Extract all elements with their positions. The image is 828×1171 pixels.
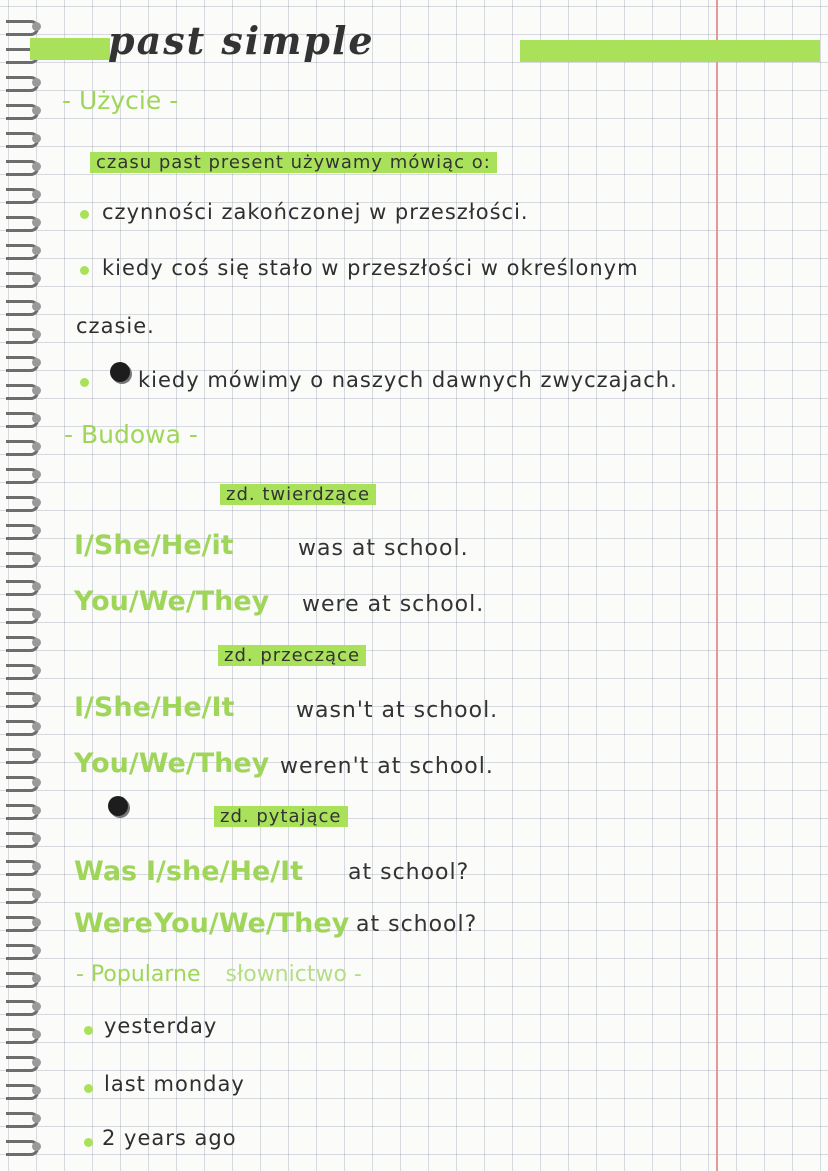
spiral-hole [32,106,41,115]
question-rest-2: at school? [356,912,478,937]
spiral-hole [32,750,41,759]
spiral-hole [32,246,41,255]
spiral-hole [32,974,41,983]
margin-line [716,0,718,1171]
spiral-hole [32,134,41,143]
spiral-binding [0,0,50,1171]
question-verb-2: Were [74,908,153,939]
spiral-hole [32,414,41,423]
spiral-hole [32,694,41,703]
spiral-hole [32,78,41,87]
spiral-hole [32,666,41,675]
bullet [80,266,89,275]
spiral-hole [32,22,41,31]
negative-heading: zd. przeczące [218,645,366,666]
bullet [80,210,89,219]
bullet [84,1026,93,1035]
spiral-hole [32,1030,41,1039]
title-highlight-right [520,40,820,62]
section-slownictwo: - Popularne słownictwo - [76,962,362,987]
spiral-hole [32,274,41,283]
vocab-item-2: last monday [104,1072,245,1096]
question-subject-2: You/We/They [154,908,350,939]
vocab-item-1: yesterday [104,1014,218,1038]
intro-text: czasu past present używamy mówiąc o: [90,152,497,173]
affirmative-subject-2: You/We/They [74,586,270,617]
hole-punch-mark [108,796,128,816]
section-uzycie: - Użycie - [62,86,179,115]
affirmative-subject-1: I/She/He/it [74,530,234,561]
spiral-hole [32,778,41,787]
negative-subject-2: You/We/They [74,748,270,779]
affirmative-heading: zd. twierdzące [220,484,376,505]
spiral-hole [32,946,41,955]
spiral-hole [32,330,41,339]
affirmative-rest-1: was at school. [298,536,469,561]
bullet [84,1084,93,1093]
spiral-hole [32,1114,41,1123]
spiral-hole [32,498,41,507]
section-budowa: - Budowa - [64,420,198,449]
use-item-2-cont: czasie. [76,314,155,338]
spiral-hole [32,638,41,647]
page-title: past simple [108,18,375,63]
negative-rest-1: wasn't at school. [296,698,499,723]
spiral-hole [32,554,41,563]
spiral-hole [32,526,41,535]
spiral-hole [32,386,41,395]
spiral-hole [32,358,41,367]
title-highlight-left [30,38,110,60]
hole-punch-mark [110,362,130,382]
bullet [84,1138,93,1147]
spiral-hole [32,470,41,479]
spiral-hole [32,806,41,815]
spiral-hole [32,1058,41,1067]
spiral-hole [32,218,41,227]
negative-subject-1: I/She/He/It [74,692,235,723]
use-item-2: kiedy coś się stało w przeszłości w określonym [102,256,639,280]
spiral-hole [32,1086,41,1095]
spiral-hole [32,834,41,843]
question-heading: zd. pytające [214,806,348,827]
spiral-hole [32,890,41,899]
use-item-1: czynności zakończonej w przeszłości. [102,200,529,224]
spiral-hole [32,610,41,619]
use-item-3: kiedy mówimy o naszych dawnych zwyczajach. [138,368,678,392]
spiral-hole [32,918,41,927]
spiral-hole [32,442,41,451]
spiral-hole [32,722,41,731]
negative-rest-2: weren't at school. [280,754,494,779]
spiral-hole [32,1002,41,1011]
spiral-hole [32,1142,41,1151]
spiral-hole [32,302,41,311]
question-rest-1: at school? [348,860,470,885]
spiral-hole [32,862,41,871]
bullet [80,378,89,387]
question-subject-1: I/she/He/It [146,856,304,887]
affirmative-rest-2: were at school. [302,592,485,617]
question-verb-1: Was [74,856,138,887]
spiral-hole [32,582,41,591]
spiral-hole [32,190,41,199]
vocab-item-3: 2 years ago [102,1126,237,1150]
spiral-hole [32,162,41,171]
